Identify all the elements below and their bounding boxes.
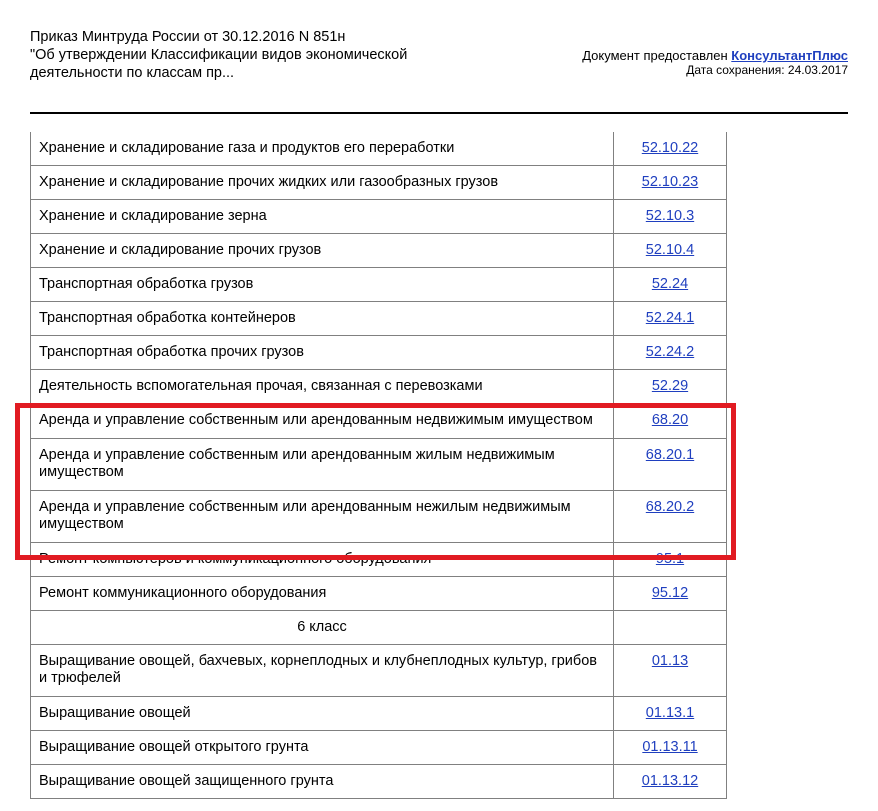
okved-code-link[interactable]: 52.29 — [651, 378, 689, 394]
activity-name: Транспортная обработка контейнеров — [31, 302, 614, 336]
activity-name: Хранение и складирование зерна — [31, 200, 614, 234]
document-title — [30, 28, 470, 82]
classification-table — [30, 132, 727, 799]
table-row — [31, 302, 727, 336]
title-line-1: Приказ Минтруда России от 30.12.2016 N 851н — [30, 29, 346, 45]
okved-code-link[interactable]: 68.20.1 — [645, 447, 695, 463]
table-row — [31, 234, 727, 268]
activity-name: Аренда и управление собственным или арендованным нежилым недвижимым имуществом — [31, 491, 614, 543]
table-body — [31, 132, 727, 799]
okved-code-cell — [614, 439, 727, 491]
provider-info — [582, 48, 848, 78]
okved-code-link[interactable]: 52.10.23 — [641, 174, 699, 190]
okved-code-cell — [614, 404, 727, 439]
table-row — [31, 200, 727, 234]
okved-code-link[interactable]: 01.13.11 — [642, 739, 698, 755]
okved-code-cell — [614, 577, 727, 611]
okved-code-link[interactable]: 52.10.3 — [645, 208, 695, 224]
okved-code-link[interactable]: 52.24.1 — [645, 310, 695, 326]
activity-name: Аренда и управление собственным или арендованным недвижимым имуществом — [31, 404, 614, 439]
classification-table-wrap — [30, 132, 727, 799]
table-row — [31, 166, 727, 200]
table-row — [31, 765, 727, 799]
okved-code-cell — [614, 765, 727, 799]
table-row — [31, 336, 727, 370]
table-row — [31, 697, 727, 731]
brand-link[interactable]: КонсультантПлюс — [731, 48, 848, 63]
section-row — [31, 611, 727, 645]
table-row — [31, 370, 727, 404]
title-line-2: "Об утверждении Классификации видов экономической — [30, 47, 408, 63]
table-row — [31, 132, 727, 166]
table-row — [31, 645, 727, 697]
okved-code-link[interactable]: 52.24 — [651, 276, 689, 292]
table-row — [31, 268, 727, 302]
okved-code-cell — [614, 132, 727, 166]
activity-name: Выращивание овощей, бахчевых, корнеплодных и клубнеплодных культур, грибов и трюфелей — [31, 645, 614, 697]
activity-name: Хранение и складирование прочих жидких или газообразных грузов — [31, 166, 614, 200]
empty-cell — [614, 611, 727, 645]
okved-code-cell — [614, 645, 727, 697]
okved-code-cell — [614, 302, 727, 336]
okved-code-link[interactable]: 52.10.4 — [645, 242, 695, 258]
activity-name: Транспортная обработка прочих грузов — [31, 336, 614, 370]
okved-code-link[interactable]: 01.13 — [651, 653, 689, 669]
activity-name: Аренда и управление собственным или арендованным жилым недвижимым имуществом — [31, 439, 614, 491]
activity-name: Ремонт компьютеров и коммуникационного оборудования — [31, 543, 614, 577]
header-divider — [30, 112, 848, 114]
okved-code-link[interactable]: 01.13.1 — [645, 705, 695, 721]
activity-name: Хранение и складирование прочих грузов — [31, 234, 614, 268]
activity-name: Деятельность вспомогательная прочая, связанная с перевозками — [31, 370, 614, 404]
okved-code-link[interactable]: 95.12 — [651, 585, 689, 601]
activity-name: Выращивание овощей — [31, 697, 614, 731]
okved-code-cell — [614, 370, 727, 404]
table-row — [31, 731, 727, 765]
saved-date: Дата сохранения: 24.03.2017 — [686, 63, 848, 77]
okved-code-cell — [614, 166, 727, 200]
okved-code-cell — [614, 697, 727, 731]
table-row — [31, 439, 727, 491]
okved-code-cell — [614, 731, 727, 765]
provider-line — [582, 48, 848, 63]
table-row — [31, 491, 727, 543]
okved-code-cell — [614, 268, 727, 302]
table-row — [31, 577, 727, 611]
okved-code-link[interactable]: 52.24.2 — [645, 344, 695, 360]
activity-name: Транспортная обработка грузов — [31, 268, 614, 302]
activity-name: Выращивание овощей защищенного грунта — [31, 765, 614, 799]
okved-code-cell — [614, 200, 727, 234]
okved-code-link[interactable]: 52.10.22 — [641, 140, 699, 156]
table-row — [31, 404, 727, 439]
okved-code-link[interactable]: 68.20 — [651, 412, 689, 428]
title-line-3: деятельности по классам пр... — [30, 65, 235, 81]
activity-name: Хранение и складирование газа и продуктов его переработки — [31, 132, 614, 166]
okved-code-cell — [614, 234, 727, 268]
section-label: 6 класс — [31, 611, 614, 645]
table-row — [31, 543, 727, 577]
okved-code-link[interactable]: 68.20.2 — [645, 499, 695, 515]
activity-name: Ремонт коммуникационного оборудования — [31, 577, 614, 611]
okved-code-cell — [614, 491, 727, 543]
provided-by-label: Документ предоставлен — [582, 48, 728, 63]
okved-code-link[interactable]: 95.1 — [655, 551, 685, 567]
activity-name: Выращивание овощей открытого грунта — [31, 731, 614, 765]
okved-code-cell — [614, 336, 727, 370]
okved-code-cell — [614, 543, 727, 577]
okved-code-link[interactable]: 01.13.12 — [641, 773, 699, 789]
